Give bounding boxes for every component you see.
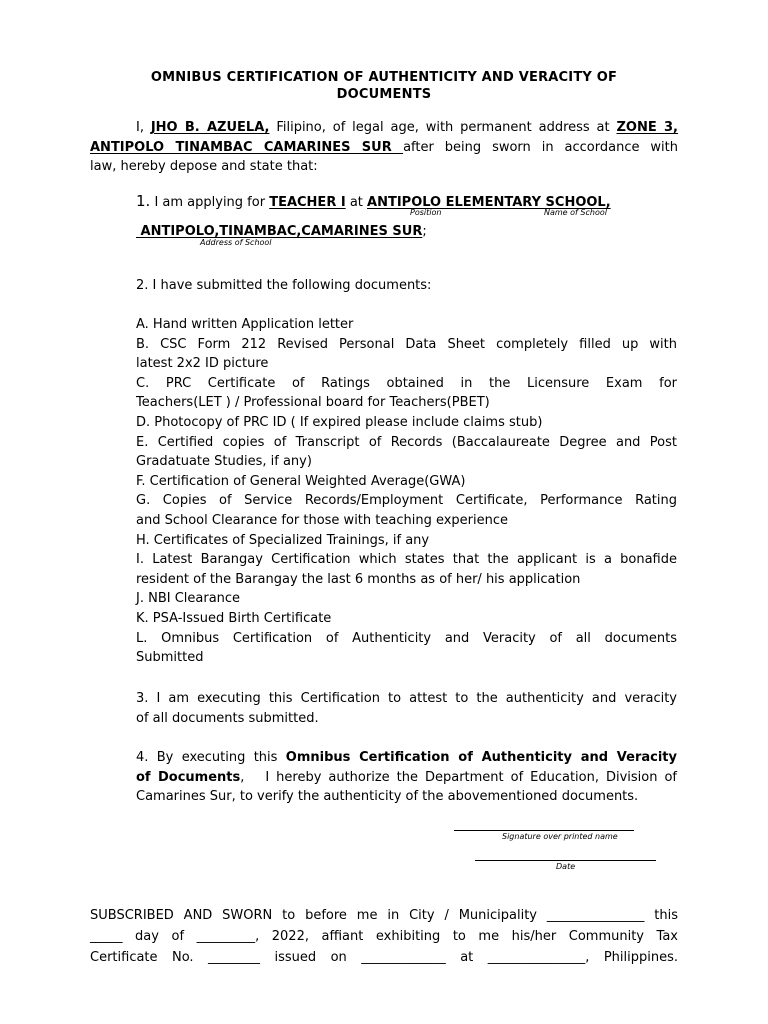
- date-line: [475, 860, 656, 861]
- item-1-line-2: ANTIPOLO,TINAMBAC,CAMARINES SUR;: [136, 224, 427, 239]
- jurat-line-1: SUBSCRIBED AND SWORN to before me in City / Municipality _______________ this: [90, 908, 678, 923]
- jurat-line-3: Certificate No. ________ issued on _____________ at _______________, Philippines.: [90, 950, 678, 965]
- affiant-name: JHO B. AZUELA,: [150, 120, 270, 135]
- school-caption: Name of School: [544, 208, 607, 217]
- jurat-line-2: _____ day of _________, 2022, affiant exhibiting to me his/her Community Tax: [90, 929, 678, 944]
- list-item: A. Hand written Application letter: [136, 317, 354, 332]
- list-item: B. CSC Form 212 Revised Personal Data Sheet completely filled up with: [136, 336, 677, 352]
- signature-line: [454, 830, 634, 831]
- list-item: K. PSA-Issued Birth Certificate: [136, 610, 332, 626]
- item-1-line-1: 1. I am applying for TEACHER I at ANTIPOLO ELEMENTARY SCHOOL,: [136, 192, 611, 210]
- address-part-2: ANTIPOLO TINAMBAC CAMARINES SUR: [90, 139, 404, 155]
- list-item: J. NBI Clearance: [136, 591, 241, 607]
- date-caption: Date: [556, 862, 576, 871]
- intro-line-2: ANTIPOLO TINAMBAC CAMARINES SUR after being sworn in accordance with: [90, 139, 678, 155]
- position-caption: Position: [410, 208, 442, 217]
- item-4-line-2: of Documents, I hereby authorize the Department of Education, Division of: [136, 769, 677, 785]
- documents-list: [136, 315, 677, 668]
- jurat: [90, 905, 678, 968]
- list-item: F. Certification of General Weighted Average(GWA): [136, 473, 466, 489]
- list-item: and School Clearance for those with teaching experience: [136, 512, 509, 528]
- intro-line-1: I, JHO B. AZUELA, Filipino, of legal age, with permanent address at ZONE 3,: [136, 120, 678, 135]
- title-line-2: DOCUMENTS: [336, 87, 432, 102]
- list-item: I. Latest Barangay Certification which states that the applicant is a bonafide: [136, 552, 677, 568]
- intro-paragraph: [90, 118, 678, 177]
- list-item: latest 2x2 ID picture: [136, 356, 269, 372]
- document-title: [90, 69, 678, 103]
- intro-line-3: law, hereby depose and state that:: [90, 159, 318, 175]
- item-3: [136, 689, 677, 728]
- list-item: G. Copies of Service Records/Employment Certificate, Performance Rating: [136, 493, 677, 509]
- school-name-value: ANTIPOLO ELEMENTARY SCHOOL,: [367, 195, 611, 210]
- address-part-1: ZONE 3,: [616, 120, 678, 135]
- signature-caption: Signature over printed name: [502, 832, 618, 841]
- title-line-1: OMNIBUS CERTIFICATION OF AUTHENTICITY AND VERACITY OF: [150, 70, 618, 85]
- item-4-line-1: 4. By executing this Omnibus Certification of Authenticity and Veracity: [136, 750, 677, 765]
- item-1-number: 1.: [136, 192, 151, 210]
- address-caption: Address of School: [200, 238, 272, 247]
- list-item: Submitted: [136, 650, 204, 666]
- item-4: [136, 748, 677, 807]
- list-item: C. PRC Certificate of Ratings obtained in the Licensure Exam for: [136, 375, 677, 391]
- school-address-value: ANTIPOLO,TINAMBAC,CAMARINES SUR: [136, 224, 423, 239]
- list-item: E. Certified copies of Transcript of Records (Baccalaureate Degree and Post: [136, 434, 677, 450]
- list-item: H. Certificates of Specialized Trainings, if any: [136, 532, 430, 548]
- list-item: D. Photocopy of PRC ID ( If expired please include claims stub): [136, 414, 543, 430]
- item-3-line-1: 3. I am executing this Certification to attest to the authenticity and veracity: [136, 691, 677, 706]
- item-4-line-3: Camarines Sur, to verify the authenticity of the abovementioned documents.: [136, 789, 639, 805]
- omnibus-certification-bold: Omnibus Certification of Authenticity and Veracity: [285, 750, 677, 765]
- item-3-line-2: of all documents submitted.: [136, 710, 319, 726]
- item-2-heading: 2. I have submitted the following documents:: [136, 278, 432, 293]
- list-item: Gradatuate Studies, if any): [136, 454, 312, 470]
- list-item: Teachers(LET ) / Professional board for Teachers(PBET): [136, 395, 490, 411]
- list-item: resident of the Barangay the last 6 months as of her/ his application: [136, 571, 581, 587]
- list-item: L. Omnibus Certification of Authenticity and Veracity of all documents: [136, 630, 677, 646]
- position-value: TEACHER I: [269, 195, 346, 210]
